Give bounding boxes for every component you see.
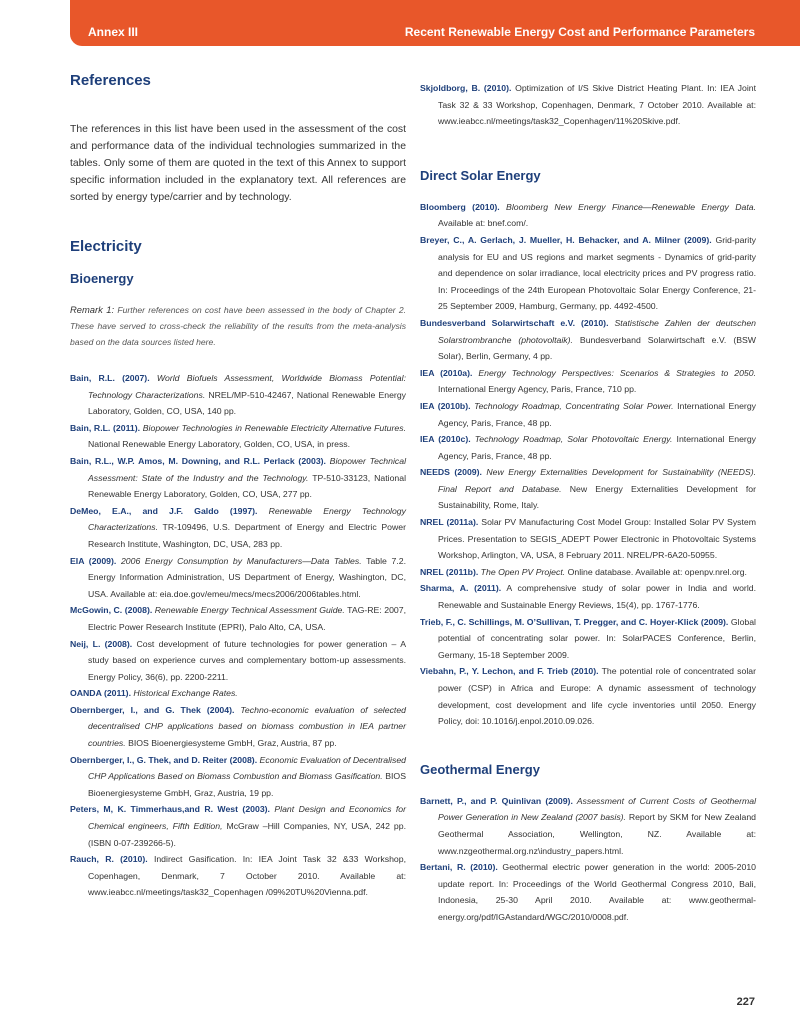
reference-details: International Energy Agency, Paris, France, 48 pp. [438, 434, 757, 461]
remark-label: Remark 1: [70, 304, 115, 315]
reference-details: BIOS Bioenergiesysteme GmbH, Graz, Austria, 87 pp. [125, 738, 337, 749]
reference-details: Cost development of future technologies for power generation – A study based on experience curves and complementary bottom-up assessments. Energy Policy, 36(6), pp. 2200-2211. [88, 638, 406, 682]
reference-title: 2006 Energy Consumption by Manufacturers—Data Tables. [116, 555, 362, 566]
reference-entry [70, 636, 406, 686]
reference-authors: NREL (2011a). [420, 517, 479, 528]
reference-entry [70, 553, 406, 603]
solar-heading: Direct Solar Energy [420, 167, 541, 183]
reference-details: Online database. Available at: openpv.nrel.org. [565, 566, 747, 577]
reference-entry [70, 752, 406, 802]
reference-authors: Viebahn, P., Y. Lechon, and F. Trieb (2010). [420, 666, 599, 677]
reference-authors: Skjoldborg, B. (2010). [420, 83, 512, 93]
reference-authors: Barnett, P., and P. Quinlivan (2009). [420, 795, 573, 806]
bioenergy-ref-list [70, 370, 406, 901]
reference-entry [70, 801, 406, 851]
reference-title: Plant Design and Economics for Chemical engineers, Fifth Edition, [88, 804, 406, 832]
reference-entry [420, 793, 756, 859]
reference-details: A comprehensive study of solar power in India and world. Renewable and Sustainable Energy Reviews, 15(4), pp. 1767-1776. [438, 583, 757, 611]
bioenergy-ref-list-continued [420, 80, 756, 130]
reference-authors: IEA (2010c). [420, 434, 471, 445]
reference-entry [420, 398, 756, 431]
reference-details: International Energy Agency, Paris, France, 710 pp. [438, 384, 637, 395]
reference-entry [70, 420, 406, 453]
reference-title: World Biofuels Assessment, Worldwide Biomass Potential: Technology Characterizations. [88, 373, 406, 400]
reference-authors: McGowin, C. (2008). [70, 605, 153, 616]
reference-details: TAG-RE: 2007, Electric Power Research Institute (EPRI), Palo Alto, CA, USA. [88, 605, 406, 632]
running-title: Recent Renewable Energy Cost and Performance Parameters [404, 25, 755, 39]
reference-authors: Sharma, A. (2011). [420, 583, 502, 594]
reference-entry [70, 851, 406, 901]
reference-details: Optimization of I/S Skive District Heating Plant. In: IEA Joint Task 32 & 33 Workshop, Copenhagen, Denmark, 7 October 2010. Available at: www.ieabcc.nl/meetings/task32_Copenhagen/11%20Skive.pdf. [438, 83, 756, 127]
reference-details: Indirect Gasification. In: IEA Joint Task 32 &33 Workshop, Copenhagen, Denmark, 7 October 2010. Available at: www.ieabcc.nl/meetings/task32_Copenhagen /09%20TU%20Vienna.pdf. [88, 854, 406, 898]
bioenergy-heading: Bioenergy [70, 271, 134, 286]
reference-authors: Bain, R.L. (2007). [70, 373, 150, 383]
reference-entry [420, 464, 756, 514]
reference-title: The Open PV Project. [478, 566, 566, 577]
reference-entry [420, 365, 756, 398]
reference-entry [420, 199, 756, 232]
reference-authors: Bundesverband Solarwirtschaft e.V. (2010). [420, 317, 609, 328]
reference-details: Solar PV Manufacturing Cost Model Group: Installed Solar PV System Prices. Presentation to SEGIS_ADEPT Power Electronic in Photovoltaic Systems Workshop, Arlington, VA, USA, 8 February 2011. NREL/PR-6A20-50955. [438, 517, 756, 561]
reference-title: Statistische Zahlen der deutschen Solarstrombranche (photovoltaik). [438, 317, 756, 345]
reference-entry [70, 702, 406, 752]
reference-details: Grid-parity analysis for EU and US regions and market segments - Dynamics of grid-parity and dependence on solar irradiance, local electricity prices and PV progress ratio. In: Proceedings of the 24th European Photovoltaic Solar Energy Conference, 21-25 September 2009, Hamburg, Germany, pp. 4492-4500. [438, 234, 756, 312]
reference-authors: DeMeo, E.A., and J.F. Galdo (1997). [70, 505, 258, 516]
annex-label: Annex III [88, 25, 139, 39]
reference-details: Report by SKM for New Zealand Geothermal Association, Wellington, NZ. Available at: www.nzgeothermal.org.nz\industry_papers.html. [438, 812, 756, 856]
reference-details: NREL/MP-510-42467, National Renewable Energy Laboratory, Golden, CO, USA, 140 pp. [88, 389, 406, 417]
reference-authors: OANDA (2011). [70, 688, 131, 699]
reference-title: Biopower Technologies in Renewable Electricity Alternative Futures. [140, 422, 406, 433]
reference-authors: EIA (2009). [70, 555, 117, 566]
reference-entry [420, 859, 756, 925]
reference-details: National Renewable Energy Laboratory, Golden, CO, USA, in press. [88, 439, 351, 450]
reference-authors: Bain, R.L., W.P. Amos, M. Downing, and R.L. Perlack (2003). [70, 455, 326, 466]
geothermal-heading: Geothermal Energy [420, 761, 540, 777]
references-title: References [70, 72, 151, 89]
reference-entry [420, 663, 756, 729]
reference-details: Geothermal electric power generation in the world: 2005-2010 update report. In: Proceedings of the World Geothermal Congress 2010, Bali, Indonesia, 25-30 April 2010. Available at: www.geothermal-energy.org/pdf/IGAstandard/WGC/2010/0008.pdf. [438, 862, 756, 922]
reference-authors: Bertani, R. (2010). [420, 862, 498, 873]
reference-details: McGraw –Hill Companies, NY, USA, 242 pp. (ISBN 0-07-239266-5). [88, 821, 406, 848]
reference-details: Available at: bnef.com/. [438, 218, 529, 229]
reference-authors: NREL (2011b). [420, 566, 479, 577]
reference-title: Economic Evaluation of Decentralised CHP Applications Based on Biomass Combustion and Biomass Gasification. [88, 754, 406, 782]
reference-title: Renewable Energy Technical Assessment Guide. [152, 605, 345, 616]
reference-authors: Neij, L. (2008). [70, 638, 133, 649]
reference-entry [420, 614, 756, 664]
reference-title: Bloomberg New Energy Finance—Renewable Energy Data. [499, 201, 756, 212]
reference-details: TR-109496, U.S. Department of Energy and Electric Power Research Institute, Washington, DC, USA, 283 pp. [88, 522, 406, 549]
reference-entry [420, 80, 756, 130]
reference-entry [420, 431, 756, 464]
reference-details: Table 7.2. Energy Information Administration, US Department of Energy, Washington, DC, USA. Available at: eia.doe.gov/emeu/mecs/mecs2006/2006tables.html. [88, 555, 406, 599]
reference-authors: NEEDS (2009). [420, 467, 482, 478]
reference-entry [70, 370, 406, 420]
reference-authors: IEA (2010a). [420, 367, 473, 378]
reference-details: New Energy Externalities Development for Sustainability, Rome, Italy. [438, 483, 756, 511]
reference-entry [420, 580, 756, 613]
reference-authors: Obernberger, I., G. Thek, and D. Reiter (2008). [70, 754, 258, 765]
header-band [70, 0, 800, 46]
reference-authors: Obernberger, I., and G. Thek (2004). [70, 704, 235, 715]
reference-entry [420, 232, 756, 315]
reference-title: Techno-economic evaluation of selected decentralised CHP applications based on biomass combustion in IEA partner countries. [88, 704, 406, 749]
reference-authors: Bloomberg (2010). [420, 201, 500, 212]
reference-details: Global potential of concentrating solar power. In: SolarPACES Conference, Berlin, Germany, 15-18 September 2009. [438, 616, 756, 660]
solar-ref-list [420, 199, 756, 730]
remark-note [70, 302, 406, 350]
reference-title: Energy Technology Perspectives: Scenarios & Strategies to 2050. [472, 367, 757, 378]
right-column [420, 80, 756, 926]
reference-entry [70, 503, 406, 553]
reference-entry [420, 315, 756, 365]
reference-entry [420, 514, 756, 564]
reference-details: BIOS Bioenergiesysteme GmbH, Graz, Austria, 19 pp. [88, 771, 406, 798]
reference-authors: Breyer, C., A. Gerlach, J. Mueller, H. Behacker, and A. Milner (2009). [420, 234, 712, 245]
reference-entry [70, 453, 406, 503]
reference-title: Biopower Technical Assessment: State of the Industry and the Technology. [88, 455, 406, 483]
reference-entry [420, 564, 756, 581]
reference-authors: IEA (2010b). [420, 400, 471, 411]
reference-authors: Bain, R.L. (2011). [70, 422, 141, 433]
reference-title: Technology Roadmap, Solar Photovoltaic Energy. [470, 434, 673, 445]
reference-details: TP-510-33123, National Renewable Energy Laboratory, Golden, CO, USA, 277 pp. [88, 472, 406, 500]
reference-authors: Trieb, F., C. Schillings, M. O’Sullivan, T. Pregger, and C. Hoyer-Klick (2009). [420, 616, 729, 627]
remark-text: Further references on cost have been assessed in the body of Chapter 2. These have served to cross-check the reliability of the results from the meta-analysis based on the data sources listed here. [70, 305, 406, 347]
reference-title: New Energy Externalities Development for Sustainability (NEEDS). Final Report and Database. [438, 467, 757, 494]
geothermal-ref-list [420, 793, 756, 926]
reference-title: Technology Roadmap, Concentrating Solar Power. [470, 400, 674, 411]
reference-details: Bundesverband Solarwirtschaft e.V. (BSW Solar), Berlin, Germany, 4 pp. [438, 334, 756, 362]
reference-title: Renewable Energy Technology Characterizations. [88, 505, 406, 533]
intro-paragraph: The references in this list have been used in the assessment of the cost and performance data of the individual technologies summarized in the tables. Only some of them are quoted in the text of this Annex to support specific information included in the explanatory text. All references are sorted by energy type/carrier and by technology. [70, 124, 406, 203]
reference-title: Historical Exchange Rates. [131, 688, 238, 699]
reference-authors: Rauch, R. (2010). [70, 854, 148, 865]
reference-entry [70, 685, 406, 702]
reference-entry [70, 602, 406, 635]
electricity-heading: Electricity [70, 238, 142, 255]
reference-details: International Energy Agency, Paris, France, 48 pp. [438, 400, 756, 428]
left-column [70, 72, 406, 901]
reference-title: Assessment of Current Costs of Geothermal Power Generation in New Zealand (2007 basis). [438, 795, 756, 823]
reference-details: The potential role of concentrated solar power (CSP) in Africa and Europe: A dynamic assessment of technology development, cost development and life cycle inventories until 2050. Energy Policy, doi: 10.1016/j.enpol.2010.09.026. [438, 666, 756, 727]
reference-authors: Peters, M, K. Timmerhaus,and R. West (2003). [70, 804, 270, 815]
page-number: 227 [736, 996, 755, 1008]
